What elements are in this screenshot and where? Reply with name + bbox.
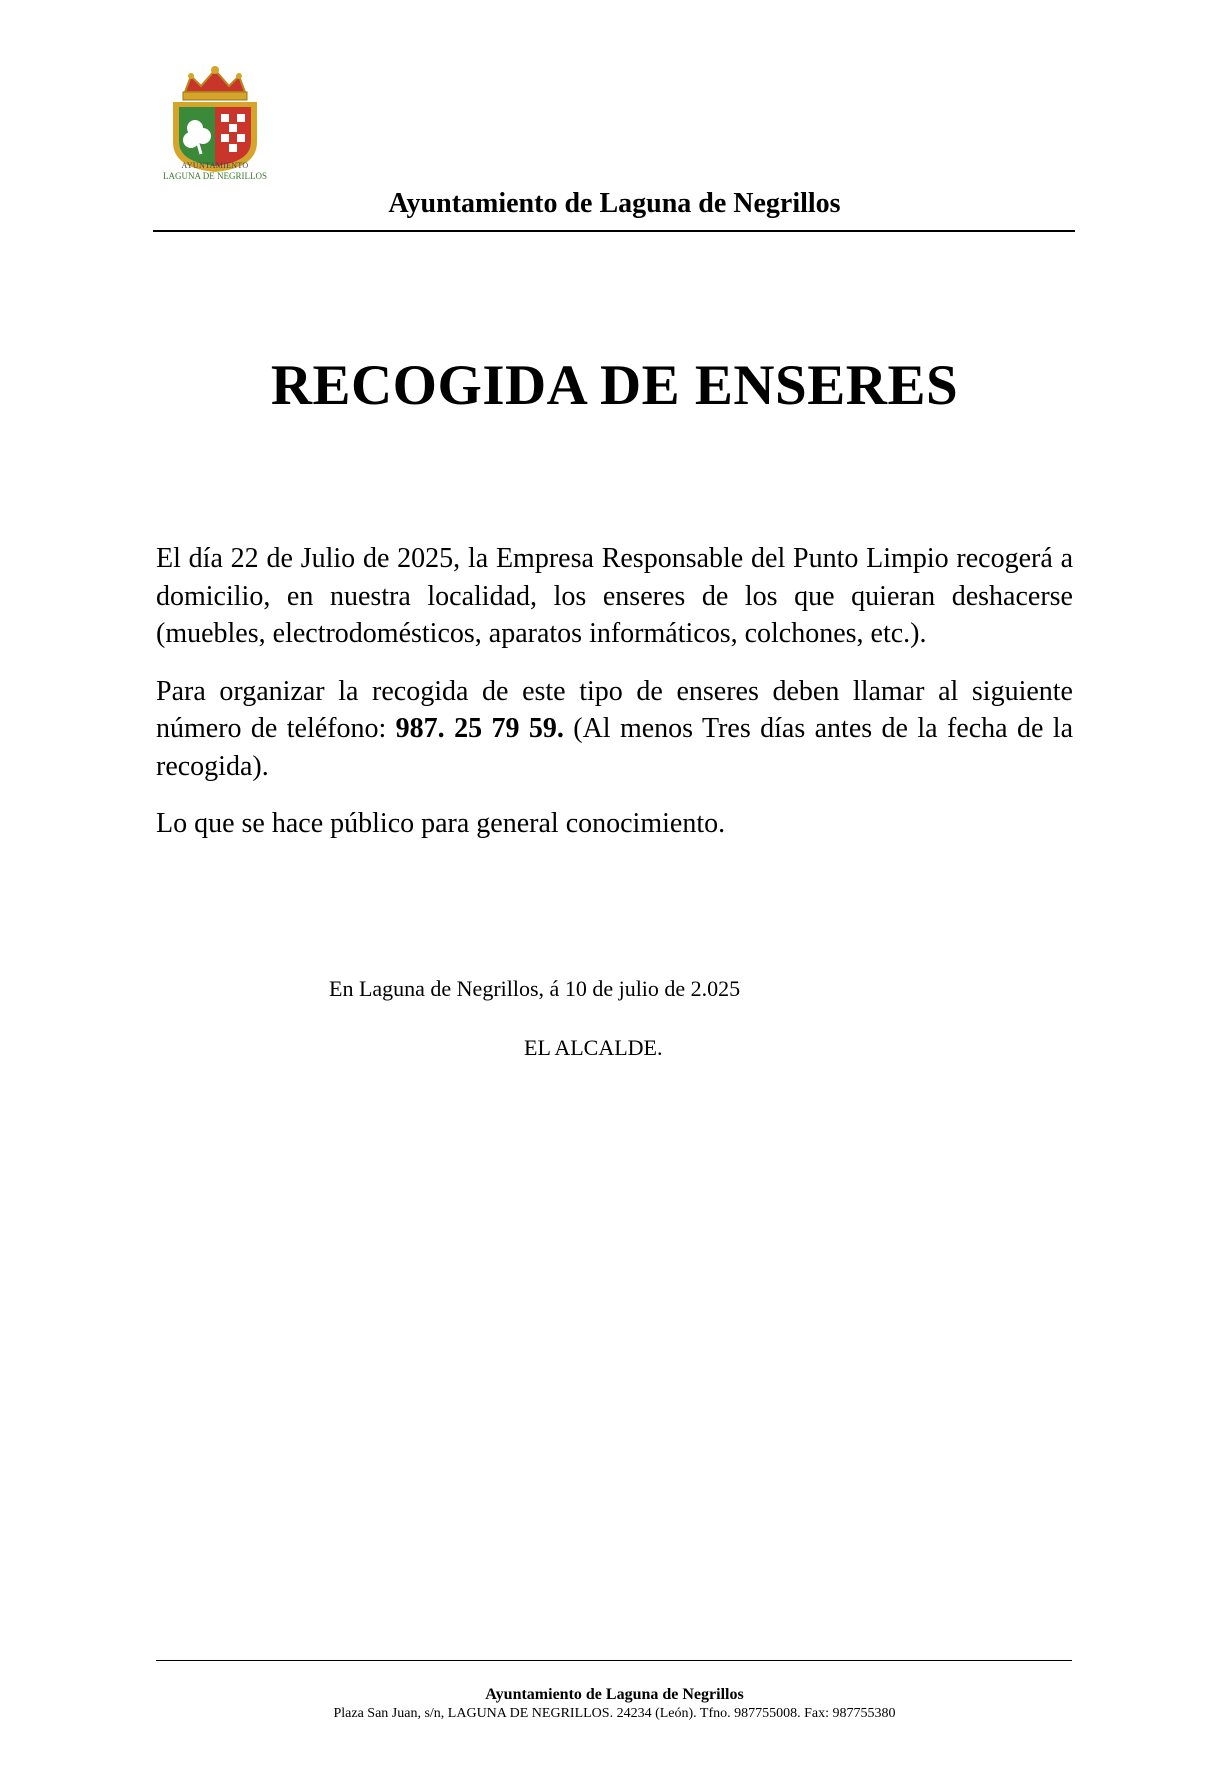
notice-paragraph-1: El día 22 de Julio de 2025, la Empresa Responsable del Punto Limpio recogerá a domicilio, en nuestra localidad, los enseres de los que quieran deshacerse (muebles, electrodomésticos, aparatos informáticos, colchones, etc.). [156, 543, 1073, 649]
notice-body [156, 540, 1073, 863]
notice-paragraph-3: Lo que se hace público para general conocimiento. [156, 808, 726, 839]
place-date: En Laguna de Negrillos, á 10 de julio de 2.025 [329, 976, 741, 1001]
notice-title: RECOGIDA DE ENSERES [270, 354, 959, 417]
header-title: Ayuntamiento de Laguna de Negrillos [388, 188, 841, 219]
crest-caption [150, 160, 280, 182]
notice-paragraph-2 [156, 673, 1073, 786]
header-divider [153, 230, 1075, 232]
crest-caption-line2: LAGUNA DE NEGRILLOS [163, 171, 267, 181]
footer-divider [156, 1660, 1072, 1661]
signer: EL ALCALDE. [524, 1035, 663, 1060]
paragraph-2-text: Para organizar la recogida de este tipo de enseres deben llamar al siguiente número de teléfono: [156, 675, 1073, 744]
phone-number: 987. 25 79 59. [395, 713, 564, 744]
footer-address: Plaza San Juan, s/n, LAGUNA DE NEGRILLOS. 24234 (León). Tfno. 987755008. Fax: 987755380 [333, 1706, 896, 1721]
crest-caption-line1: AYUNTAMIENTO [181, 161, 249, 170]
footer-title: Ayuntamiento de Laguna de Negrillos [485, 1686, 744, 1703]
paragraph-2-tail: (Al menos Tres días antes de la fecha de la recogida). [156, 713, 1074, 782]
